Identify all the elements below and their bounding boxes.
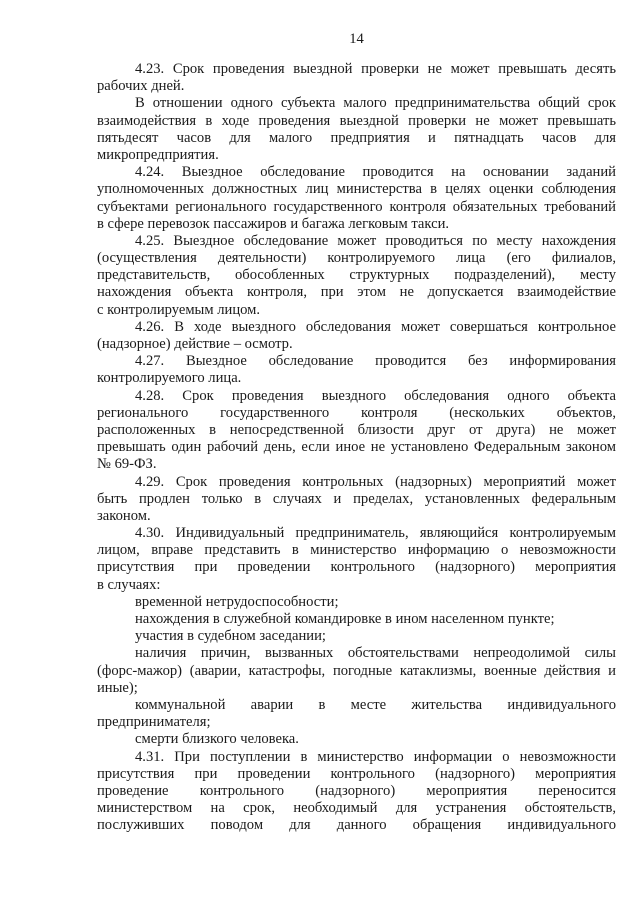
- paragraph-line: быть продлен только в случаях и пределах, установленных федеральным: [97, 490, 616, 507]
- paragraph: [97, 731, 616, 748]
- page-number: 14: [349, 31, 364, 47]
- paragraph: [97, 525, 616, 594]
- paragraph-line: проведение контрольного (надзорного) мероприятия переносится: [97, 782, 616, 799]
- paragraph-line: присутствия при проведении контрольного (надзорного) мероприятия: [97, 559, 616, 576]
- paragraph-line: 4.28. Срок проведения выездного обследования одного объекта: [135, 387, 616, 404]
- paragraph: [97, 95, 616, 164]
- paragraph-line: смерти близкого человека.: [135, 731, 299, 748]
- paragraph-line: уполномоченных должностных лиц министерства в целях оценки соблюдения: [97, 181, 616, 198]
- paragraph-line: 4.29. Срок проведения контрольных (надзорных) мероприятий может: [135, 473, 616, 490]
- paragraph: [97, 164, 616, 233]
- paragraph-line: 4.23. Срок проведения выездной проверки не может превышать десять: [135, 61, 616, 77]
- paragraph-line: контролируемого лица.: [97, 370, 242, 387]
- paragraph-line: В отношении одного субъекта малого предпринимательства общий срок: [135, 95, 616, 112]
- document-body: [97, 61, 616, 834]
- paragraph: [97, 388, 616, 474]
- paragraph-line: 4.24. Выездное обследование проводится на основании заданий: [135, 164, 616, 181]
- paragraph: [97, 353, 616, 387]
- paragraph-line: 4.26. В ходе выездного обследования может совершаться контрольное: [135, 318, 616, 335]
- paragraph-line: коммунальной аварии в месте жительства индивидуального: [135, 696, 616, 713]
- paragraph-line: в случаях:: [97, 576, 161, 593]
- paragraph-line: участия в судебном заседании;: [135, 628, 326, 645]
- paragraph-line: в сфере перевозок пассажиров и багажа легковым такси.: [97, 215, 450, 232]
- paragraph-line: микропредприятия.: [97, 146, 219, 163]
- paragraph: [97, 61, 616, 95]
- paragraph: [97, 645, 616, 697]
- paragraph: [97, 474, 616, 526]
- paragraph-line: субъектами регионального государственного контроля обязательных требований: [97, 198, 616, 215]
- paragraph: [97, 749, 616, 835]
- paragraph-line: 4.25. Выездное обследование может проводиться по месту нахождения: [135, 232, 616, 249]
- paragraph-line: законом.: [97, 507, 151, 524]
- paragraph-line: расположенных в непосредственной близости друг от друга) не может: [97, 421, 616, 438]
- paragraph-line: министерством на срок, необходимый для устранения обстоятельств,: [97, 800, 616, 817]
- paragraph: [97, 594, 616, 611]
- paragraph-line: (осуществления деятельности) контролируемого лица (его филиалов,: [97, 250, 616, 267]
- paragraph-line: (надзорное) действие – осмотр.: [97, 336, 293, 352]
- paragraph-line: (форс-мажор) (аварии, катастрофы, погодные катаклизмы, военные действия и: [97, 662, 616, 679]
- paragraph-line: нахождения в служебной командировке в ином населенном пункте;: [135, 611, 555, 627]
- paragraph: [97, 611, 616, 628]
- paragraph-line: 4.27. Выездное обследование проводится без информирования: [135, 353, 616, 370]
- paragraph-line: временной нетрудоспособности;: [135, 593, 339, 610]
- paragraph: [97, 628, 616, 645]
- paragraph: [97, 697, 616, 731]
- paragraph-line: рабочих дней.: [97, 78, 185, 95]
- paragraph-line: пятьдесят часов для малого предприятия и пятнадцать часов для: [97, 129, 616, 146]
- paragraph-line: регионального государственного контроля (нескольких объектов,: [97, 404, 616, 421]
- paragraph-line: наличия причин, вызванных обстоятельствами непреодолимой силы: [135, 645, 616, 662]
- paragraph-line: 4.31. При поступлении в министерство информации о невозможности: [135, 748, 616, 765]
- paragraph: [97, 233, 616, 319]
- paragraph-line: послуживших поводом для данного обращения индивидуального: [97, 817, 616, 834]
- paragraph-line: представительств, обособленных структурных подразделений), месту: [97, 267, 616, 284]
- paragraph-line: № 69-ФЗ.: [97, 456, 157, 473]
- paragraph-line: превышать один рабочий день, если иное не установлено Федеральным законом: [97, 439, 616, 456]
- paragraph-line: 4.30. Индивидуальный предприниматель, являющийся контролируемым: [135, 525, 616, 542]
- paragraph-line: нахождения объекта контроля, при этом не допускается взаимодействие: [97, 284, 616, 301]
- paragraph-line: иные);: [97, 679, 138, 696]
- paragraph: [97, 319, 616, 353]
- paragraph-line: с контролируемым лицом.: [97, 301, 261, 318]
- paragraph-line: лицом, вправе представить в министерство информацию о невозможности: [97, 542, 616, 559]
- paragraph-line: взаимодействия в ходе проведения выездной проверки не может превышать: [97, 112, 616, 129]
- paragraph-line: предпринимателя;: [97, 714, 211, 731]
- paragraph-line: присутствия при проведении контрольного (надзорного) мероприятия: [97, 765, 616, 782]
